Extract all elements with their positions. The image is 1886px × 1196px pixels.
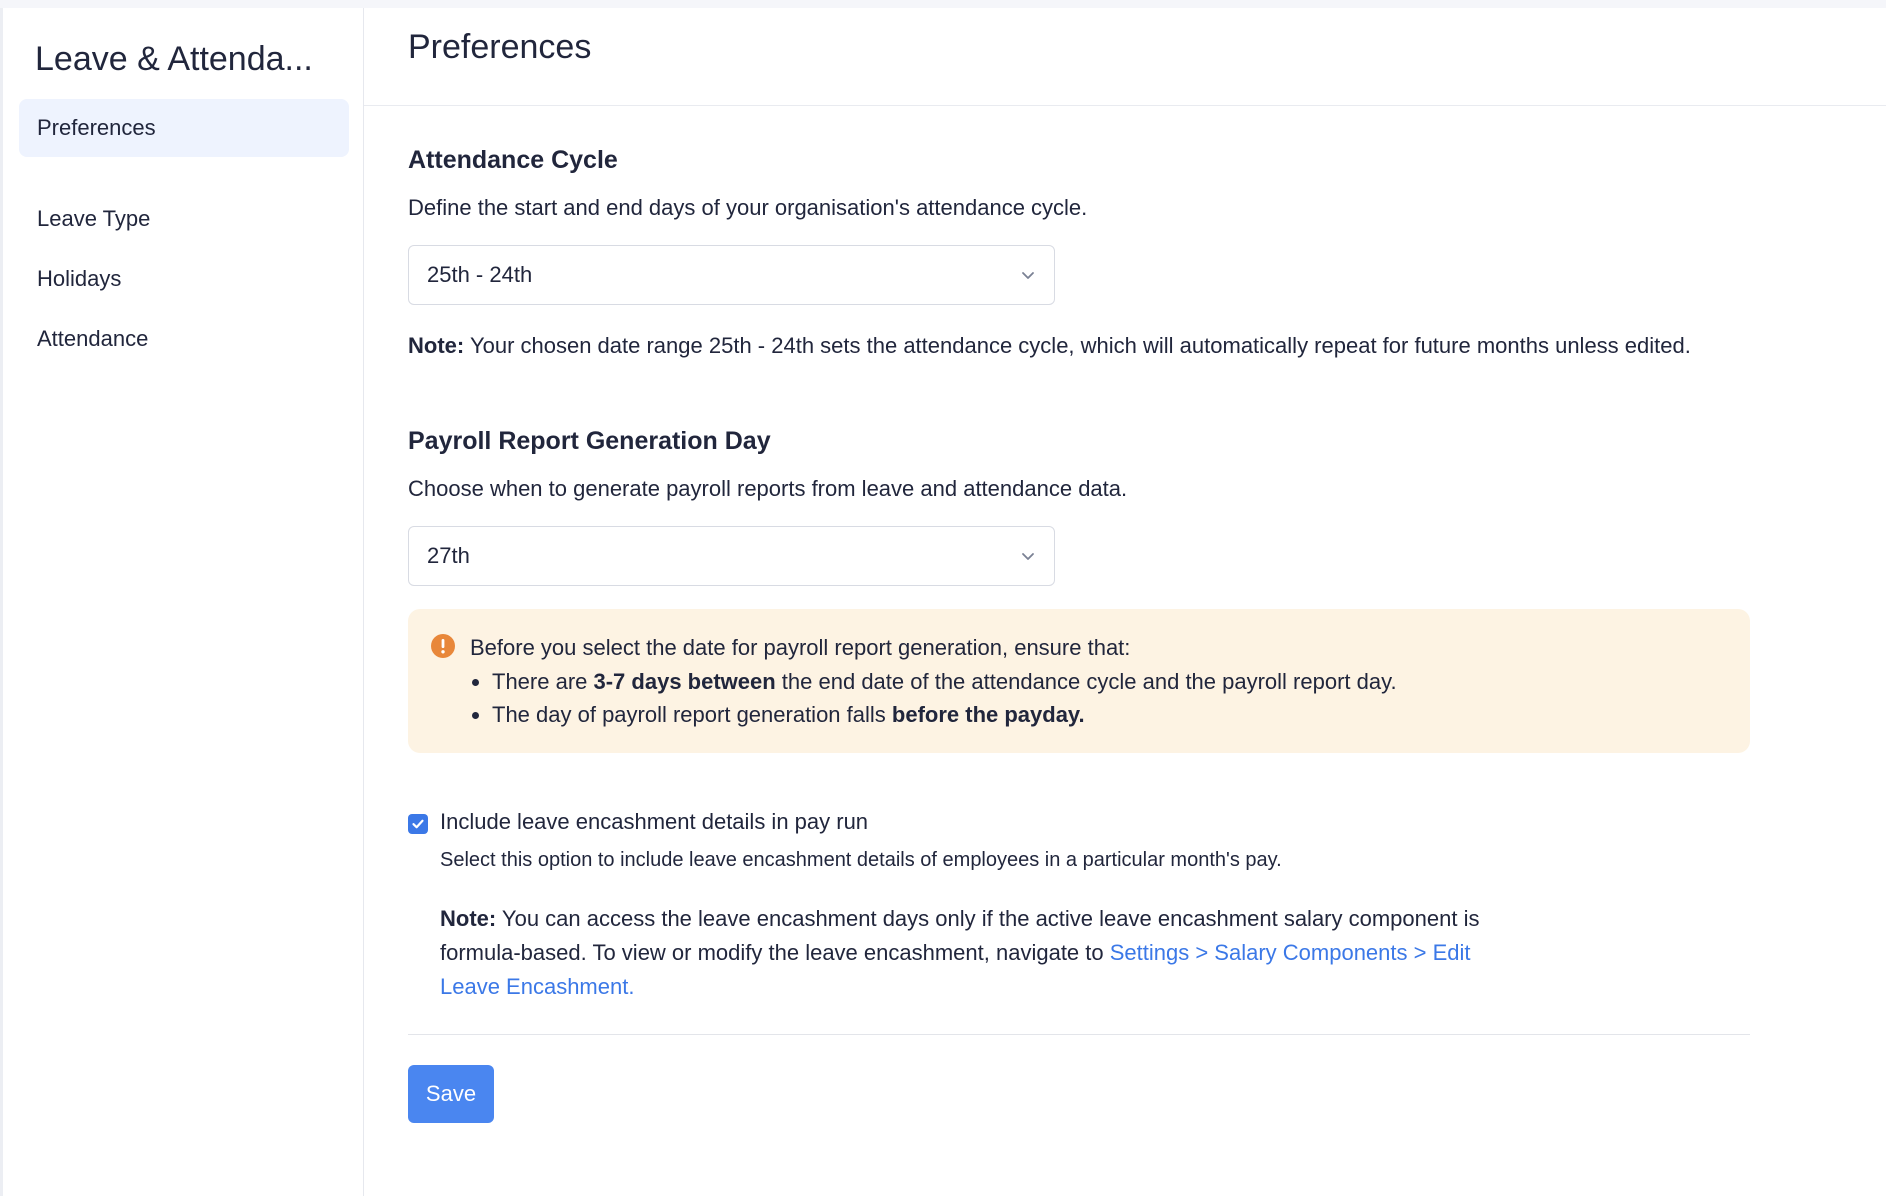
payroll-day-selected: 27th	[427, 543, 470, 568]
note-label: Note:	[440, 906, 497, 931]
payroll-title: Payroll Report Generation Day	[408, 427, 771, 455]
top-strip	[0, 0, 1886, 8]
payroll-warning-banner	[408, 609, 1750, 753]
attendance-cycle-select[interactable]	[408, 245, 1055, 305]
warning-list	[470, 665, 1397, 731]
warning-emphasis: 3-7 days between	[593, 669, 776, 694]
sidebar	[0, 8, 364, 1196]
chevron-down-icon	[1020, 548, 1036, 564]
warning-item	[492, 698, 1397, 731]
page-header	[364, 8, 1886, 106]
encashment-section	[408, 809, 1834, 1004]
warning-body	[470, 631, 1397, 731]
encashment-note	[440, 902, 1510, 1004]
warning-emphasis: before the payday.	[891, 702, 1085, 727]
warning-intro: Before you select the date for payroll report generation, ensure that:	[470, 635, 1131, 660]
encashment-label[interactable]: Include leave encashment details in pay run	[440, 809, 869, 834]
payroll-section	[408, 427, 1834, 753]
encashment-checkbox[interactable]	[408, 814, 428, 834]
sidebar-item-preferences[interactable]	[19, 99, 349, 157]
payroll-day-select[interactable]	[408, 526, 1055, 586]
warning-text: the end date of the attendance cycle and the payroll report day.	[775, 669, 1397, 694]
encashment-help: Select this option to include leave encashment details of employees in a particular month's pay.	[440, 849, 1282, 871]
attendance-cycle-section	[408, 146, 1834, 359]
attendance-cycle-description: Define the start and end days of your organisation's attendance cycle.	[408, 195, 1088, 220]
page-title: Preferences	[408, 28, 592, 66]
chevron-down-icon	[1020, 267, 1036, 283]
attendance-cycle-selected: 25th - 24th	[427, 262, 533, 287]
note-label: Note:	[408, 333, 465, 358]
exclamation-circle-icon	[430, 633, 456, 659]
note-text: Your chosen date range 25th - 24th sets the attendance cycle, which will automatically repeat for future months unless edited.	[469, 333, 1691, 358]
sidebar-nav	[19, 99, 349, 369]
preferences-form	[364, 106, 1834, 1123]
payroll-description: Choose when to generate payroll reports from leave and attendance data.	[408, 476, 1128, 501]
sidebar-item-label: Holidays	[37, 266, 122, 291]
warning-text: The day of payroll report generation falls	[492, 702, 892, 727]
attendance-cycle-note	[408, 333, 1834, 359]
nav-spacer	[19, 157, 349, 189]
note-text: You can access the leave encashment days only if the active leave encashment salary component is formula-based. To view or modify the leave encashment, navigate to	[440, 906, 1480, 965]
warning-item	[492, 665, 1397, 698]
sidebar-item-holidays[interactable]	[19, 249, 349, 309]
sidebar-item-label: Attendance	[37, 326, 149, 351]
encashment-text	[440, 809, 1510, 1004]
attendance-cycle-title: Attendance Cycle	[408, 146, 618, 174]
save-button[interactable]: Save	[408, 1065, 494, 1123]
salary-components-link[interactable]: Settings > Salary Components > Edit Leave Encashment.	[440, 940, 1471, 999]
main-panel	[364, 8, 1886, 1196]
sidebar-item-leave-type[interactable]	[19, 189, 349, 249]
encashment-option	[408, 809, 1834, 1004]
sidebar-item-attendance[interactable]	[19, 309, 349, 369]
sidebar-title: Leave & Attenda...	[35, 42, 313, 76]
warning-text: There are	[492, 669, 594, 694]
sidebar-item-label: Preferences	[37, 115, 156, 140]
app-shell	[0, 8, 1886, 1196]
checkmark-icon	[411, 817, 425, 831]
sidebar-item-label: Leave Type	[37, 206, 151, 231]
divider	[408, 1034, 1750, 1035]
